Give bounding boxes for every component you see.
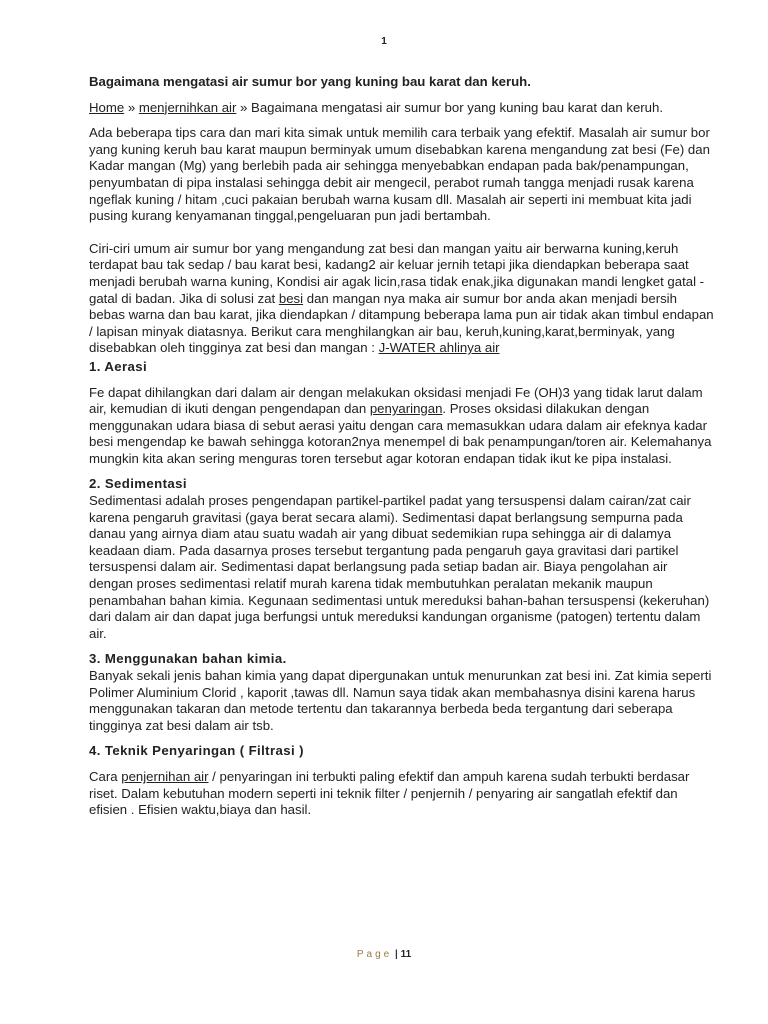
section-sedimentasi-heading: 2. Sedimentasi [89, 476, 187, 492]
filtrasi-text-2: / penyaringan ini terbukti paling efektif dan ampuh karena sudah terbukti berdasar riset. Dalam kebutuhan modern seperti ini teknik filter / penjernih / penyaring air sangatlah efektif dan efisien . Efisien waktu,biaya dan hasil. [89, 768, 690, 818]
breadcrumb-separator: » [124, 99, 139, 115]
footer-page-number: 11 [400, 949, 412, 960]
document-title: Bagaimana mengatasi air sumur bor yang kuning bau karat dan keruh. [89, 74, 531, 89]
footer-page-label: Page [356, 949, 393, 960]
jwater-link[interactable]: J-WATER ahlinya air [378, 340, 500, 356]
filtrasi-text-1: Cara [89, 768, 122, 784]
ciri-text-1: Ciri-ciri umum air sumur bor yang mengandung zat besi dan mangan yaitu air berwarna kuning,keruh terdapat bau tak sedap / bau karat besi, kadang2 air keluar jernih tetapi jika diendapkan beberapa saat menjadi berubah warna kuning, Kondisi air agak licin,rasa tidak enak,jika digunakan mandi lengket gatal - gatal di badan. Jika di solusi zat [89, 240, 705, 306]
breadcrumb-current: » Bagaimana mengatasi air sumur bor yang kuning bau karat dan keruh. [236, 99, 664, 115]
penjernihan-air-link[interactable]: penjernihan air [121, 768, 209, 784]
section-kimia-text: Banyak sekali jenis bahan kimia yang dapat dipergunakan untuk menurunkan zat besi ini. Zat kimia seperti Polimer Aluminium Clorid , kaporit ,tawas dll. Namun saya tidak akan membahasnya disini karena harus menggunakan takaran dan metode tertentu dan takarannya berbeda beda tergantung dari seberapa tingginya zat besi dalam air tsb. [89, 668, 712, 733]
section-kimia-heading: 3. Menggunakan bahan kimia. [89, 651, 287, 667]
document-body [89, 74, 714, 828]
footer-separator: | [394, 949, 398, 960]
section-sedimentasi-text: Sedimentasi adalah proses pengendapan partikel-partikel padat yang tersuspensi dalam cairan/zat cair karena pengaruh gravitasi (gaya berat secara alami). Sedimentasi dapat berlangsung sempurna pada danau yang airnya diam atau suatu wadah air yang dibuat sedemikian rupa sehingga air di dalamya keadaan diam. Pada dasarnya proses tersebut tergantung pada pengaruh gaya gravitasi dari partikel tersuspensi dalam air. Sedimentasi dapat berlangsung pada setiap badan air. Biaya pengolahan air dengan proses sedimentasi relatif murah karena tidak membutuhkan peralatan mekanik maupun penambahan bahan kimia. Kegunaan sedimentasi untuk mereduksi bahan-bahan tersuspensi (kekeruhan) dari dalam air dan dapat juga berfungsi untuk mereduksi kandungan organisme (patogen) tertentu dalam air. [89, 493, 710, 641]
page-footer [0, 949, 768, 960]
section-aerasi-text [89, 385, 714, 468]
intro-paragraph: Ada beberapa tips cara dan mari kita simak untuk memilih cara terbaik yang efektif. Masalah air sumur bor yang kuning keruh bau karat maupun berminyak umum disebabkan karena mengandung zat besi (Fe) dan Kadar mangan (Mg) yang berlebih pada air sehingga menyebabkan endapan pada bak/penampungan, penyumbatan di pipa instalasi sehingga debit air mengecil, perabot rumah tangga menjadi rusak karena ngeflak kuning / hitam ,cuci pakaian berubah warna kusam dll. Masalah air seperti ini membuat kita jadi pusing kurang kenyamanan tinggal,pengeluaran pun jadi bertambah. [89, 125, 710, 224]
aerasi-text-1: Fe dapat dihilangkan dari dalam air dengan melakukan oksidasi menjadi Fe (OH)3 yang tidak larut dalam air, kemudian di ikuti dengan pengendapan dan [89, 384, 703, 417]
section-filtrasi-text [89, 769, 714, 819]
breadcrumb-category-link[interactable]: menjernihkan air [138, 99, 237, 115]
aerasi-text-2: . Proses oksidasi dilakukan dengan menggunakan udara biasa di sebut aerasi yaitu dengan cara memasukkan udara dalam air efeknya kadar besi mengendap ke bawah sehingga kotoran2nya menempel di bak penampungan/toren air. Kelemahanya mungkin kita akan sering menguras toren tersebut agar kotoran endapan tidak ikut ke pipa instalasi. [89, 401, 712, 466]
header-page-number: 1 [381, 36, 387, 47]
ciri-paragraph [89, 241, 714, 357]
penyaringan-link[interactable]: penyaringan [369, 401, 443, 417]
ciri-text-2: dan mangan nya maka air sumur bor anda akan menjadi bersih bebas warna dan bau karat, jika diendapkan / ditampung beberapa lama pun air tidak akan timbul endapan / lapisan minyak diatasnya. Berikut cara menghilangkan air bau, keruh,kuning,karat,berminyak, yang disebabkan oleh tingginya zat besi dan mangan : [89, 290, 714, 356]
section-aerasi-heading: 1. Aerasi [89, 358, 148, 374]
breadcrumb-home-link[interactable]: Home [89, 99, 125, 115]
breadcrumb [89, 100, 714, 117]
section-filtrasi-heading: 4. Teknik Penyaringan ( Filtrasi ) [89, 743, 304, 759]
besi-link[interactable]: besi [278, 290, 304, 306]
